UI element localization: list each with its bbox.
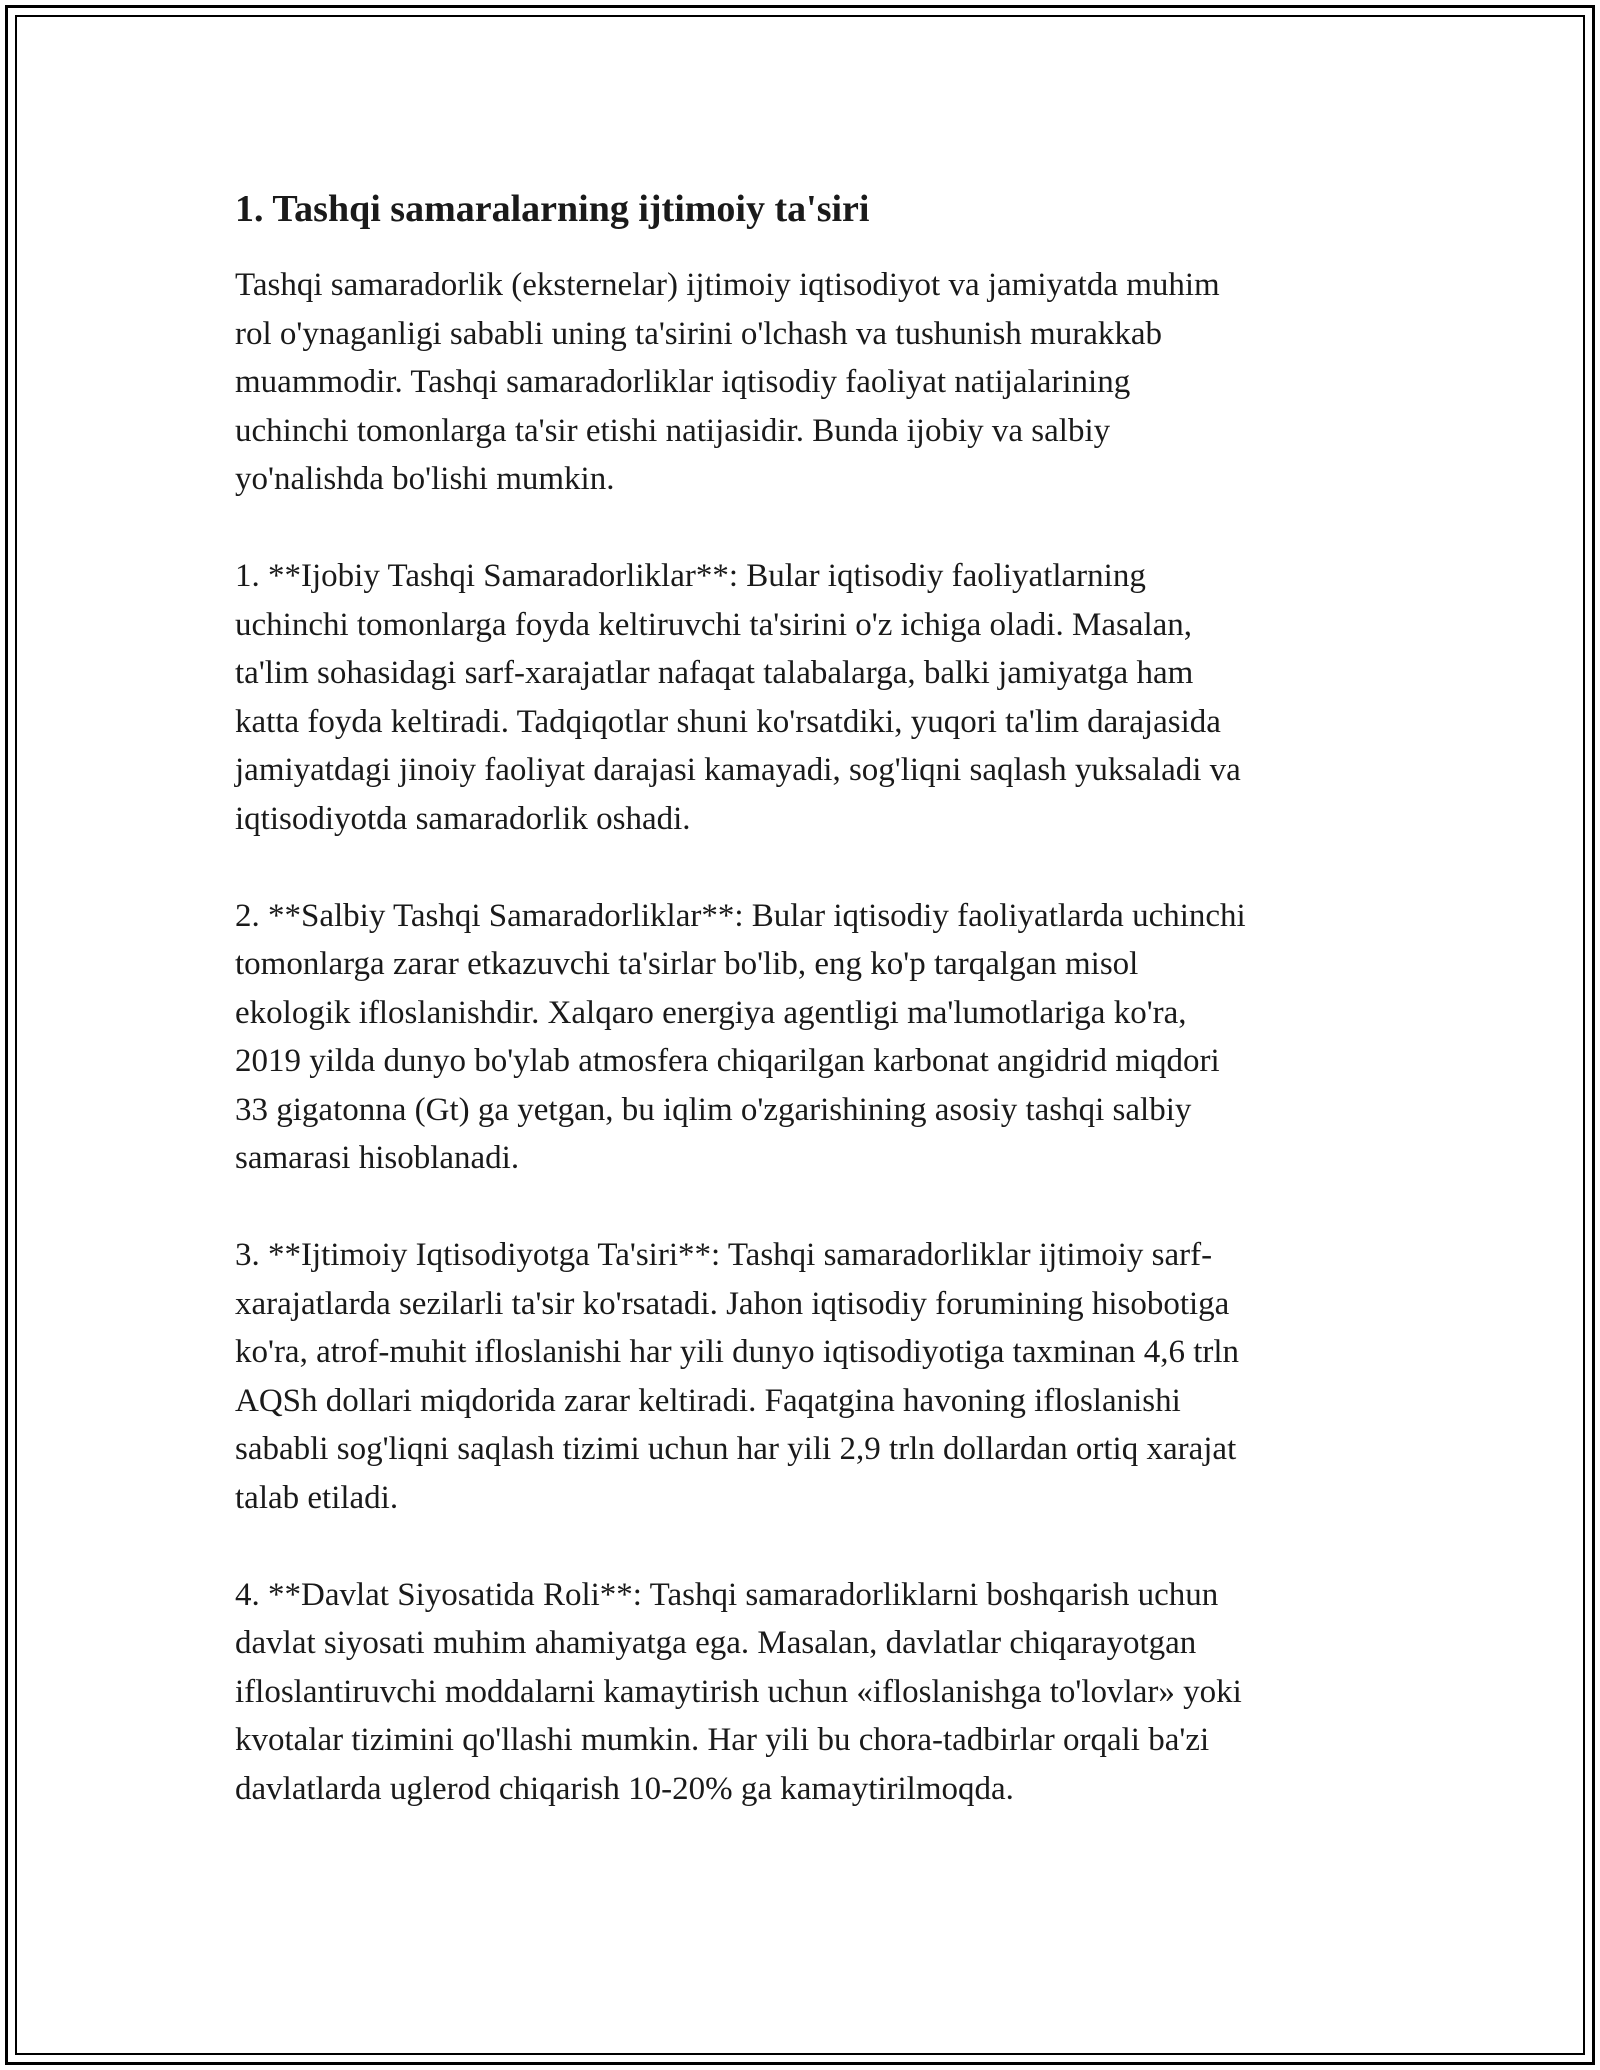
text-line: ekologik ifloslanishdir. Xalqaro energiya agentligi ma'lumotlariga ko'ra, bbox=[235, 994, 1187, 1031]
text-line: ifloslantiruvchi moddalarni kamaytirish uchun «ifloslanishga to'lovlar» yoki bbox=[235, 1673, 1242, 1710]
text-line: iqtisodiyotda samaradorlik oshadi. bbox=[235, 800, 691, 837]
text-line: samarasi hisoblanadi. bbox=[235, 1140, 520, 1176]
text-line: 2. **Salbiy Tashqi Samaradorliklar**: Bular iqtisodiy faoliyatlarda uchinchi bbox=[235, 897, 1246, 934]
list-item-state-policy-role bbox=[235, 1571, 1370, 1814]
text-line: tomonlarga zarar etkazuvchi ta'sirlar bo'lib, eng ko'p tarqalgan misol bbox=[235, 946, 1139, 982]
document-body bbox=[235, 185, 1370, 1862]
text-line: 4. **Davlat Siyosatida Roli**: Tashqi samaradorliklarni boshqarish uchun bbox=[235, 1576, 1219, 1613]
text-line: jamiyatdagi jinoiy faoliyat darajasi kamayadi, sog'liqni saqlash yuksaladi va bbox=[235, 752, 1241, 788]
page-title: 1. Tashqi samaralarning ijtimoiy ta'siri bbox=[235, 188, 870, 230]
intro-paragraph bbox=[235, 261, 1370, 504]
text-line: ta'lim sohasidagi sarf-xarajatlar nafaqat talabalarga, balki jamiyatga ham bbox=[235, 655, 1194, 691]
text-line: uchinchi tomonlarga ta'sir etishi natijasidir. Bunda ijobiy va salbiy bbox=[235, 412, 1111, 449]
text-line: yo'nalishda bo'lishi mumkin. bbox=[235, 461, 615, 497]
text-line: davlat siyosati muhim ahamiyatga ega. Masalan, davlatlar chiqarayotgan bbox=[235, 1625, 1197, 1661]
text-line: xarajatlarda sezilarli ta'sir ko'rsatadi. Jahon iqtisodiy forumining hisobotiga bbox=[235, 1285, 1230, 1322]
text-line: 1. **Ijobiy Tashqi Samaradorliklar**: Bular iqtisodiy faoliyatlarning bbox=[235, 558, 1146, 594]
text-line: 2019 yilda dunyo bo'ylab atmosfera chiqarilgan karbonat angidrid miqdori bbox=[235, 1043, 1220, 1079]
text-line: sababli sog'liqni saqlash tizimi uchun har yili 2,9 trln dollardan ortiq xarajat bbox=[235, 1431, 1237, 1467]
text-line: ko'ra, atrof-muhit ifloslanishi har yili dunyo iqtisodiyotiga taxminan 4,6 trln bbox=[235, 1334, 1240, 1370]
text-line: 33 gigatonna (Gt) ga yetgan, bu iqlim o'zgarishining asosiy tashqi salbiy bbox=[235, 1091, 1192, 1128]
text-line: kvotalar tizimini qo'llashi mumkin. Har yili bu chora-tadbirlar orqali ba'zi bbox=[235, 1722, 1210, 1758]
text-line: muammodir. Tashqi samaradorliklar iqtisodiy faoliyat natijalarining bbox=[235, 364, 1131, 400]
text-line: uchinchi tomonlarga foyda keltiruvchi ta'sirini o'z ichiga oladi. Masalan, bbox=[235, 606, 1193, 643]
list-item-negative-externalities bbox=[235, 892, 1370, 1183]
text-line: rol o'ynaganligi sababli uning ta'sirini o'lchash va tushunish murakkab bbox=[235, 315, 1163, 352]
text-line: Tashqi samaradorlik (eksternelar) ijtimoiy iqtisodiyot va jamiyatda muhim bbox=[235, 267, 1220, 303]
list-item-social-economy-impact bbox=[235, 1231, 1370, 1522]
text-line: davlatlarda uglerod chiqarish 10-20% ga kamaytirilmoqda. bbox=[235, 1770, 1014, 1807]
text-line: 3. **Ijtimoiy Iqtisodiyotga Ta'siri**: Tashqi samaradorliklar ijtimoiy sarf- bbox=[235, 1237, 1213, 1273]
text-line: AQSh dollari miqdorida zarar keltiradi. Faqatgina havoning ifloslanishi bbox=[235, 1382, 1181, 1419]
text-line: katta foyda keltiradi. Tadqiqotlar shuni ko'rsatdiki, yuqori ta'lim darajasida bbox=[235, 703, 1221, 740]
text-line: talab etiladi. bbox=[235, 1479, 399, 1516]
list-item-positive-externalities bbox=[235, 552, 1370, 843]
